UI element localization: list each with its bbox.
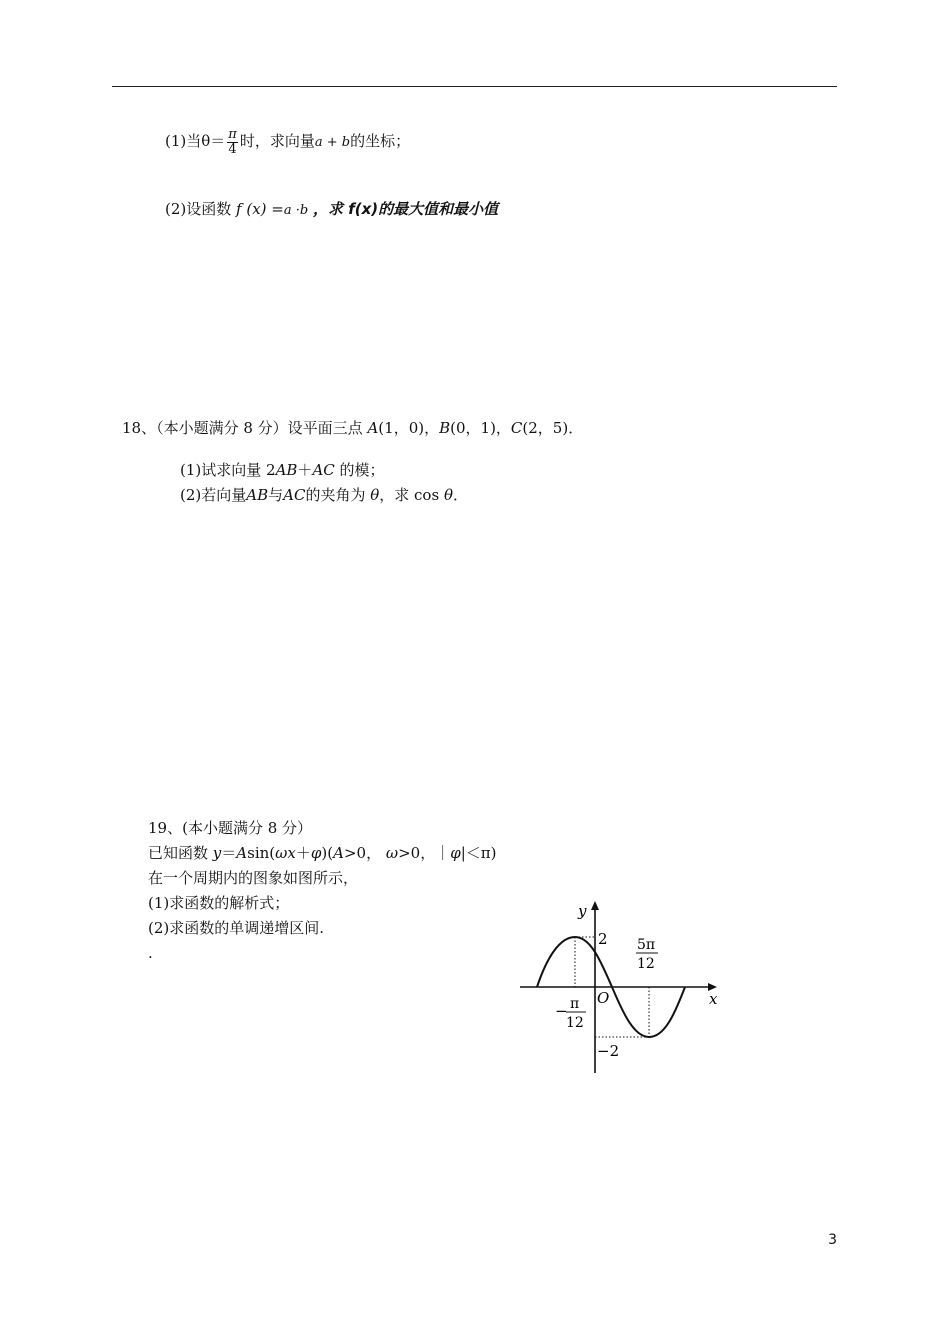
vector-AB: AB	[275, 461, 298, 479]
q18-part2-end: ．	[452, 486, 468, 504]
theta: θ	[443, 486, 453, 504]
vector-AC: AC	[312, 461, 335, 479]
omega: ω	[385, 844, 399, 862]
function-f: f (x) =	[236, 200, 284, 218]
point-A-coords: (1，0)，	[378, 419, 440, 437]
left-tick-minus: −	[555, 1002, 568, 1020]
origin-label: O	[597, 989, 610, 1007]
page-number: 3	[828, 1232, 837, 1248]
y-axis-label: y	[578, 902, 587, 920]
q19-text: 已知函数	[148, 844, 209, 862]
q17-part1	[165, 128, 410, 156]
vector-sum: a + b	[314, 135, 351, 151]
q19-heading: 19、(本小题满分 8 分）	[148, 819, 313, 837]
plus: ＋	[295, 844, 311, 862]
q18-part2-text-2: 的夹角为	[305, 486, 366, 504]
var-A: A	[333, 844, 344, 862]
phi: φ	[450, 844, 461, 862]
left-tick-numerator: π	[570, 996, 580, 1012]
q19-part1: (1)求函数的解析式；	[148, 894, 290, 912]
vector-AC: AC	[283, 486, 306, 504]
dot-product: a ·b	[283, 203, 309, 218]
left-tick-denominator: 12	[566, 1015, 584, 1031]
var-y: y	[212, 844, 222, 862]
fraction-denominator: 4	[228, 141, 237, 157]
right-tick-denominator: 12	[637, 956, 655, 972]
theta: θ	[370, 486, 380, 504]
q17-part1-text: (1)当θ＝	[165, 132, 226, 151]
q18-part2-text: (2)若向量	[180, 486, 247, 504]
q17-part2-bold: ，求 f(x)的最大值和最小值	[312, 200, 499, 218]
fraction-numerator: π	[228, 127, 237, 142]
plus-sign: ＋	[297, 461, 313, 479]
q18-part2-with: 与	[268, 486, 284, 504]
phi: φ	[310, 844, 322, 862]
q17-part2	[165, 198, 498, 219]
pi-over-4-fraction	[227, 128, 238, 156]
q19-function-line	[148, 842, 497, 863]
omega: ω	[275, 844, 288, 862]
q17-part2-text: (2)设函数	[165, 200, 232, 218]
q19-part2: (2)求函数的单调递增区间.	[148, 919, 325, 937]
sin: sin(	[247, 844, 276, 862]
cond-1: >0，	[343, 844, 382, 862]
q18-part2	[180, 484, 468, 505]
q18-heading-text: 18、（本小题满分 8 分）设平面三点	[122, 419, 363, 437]
q18-heading	[122, 417, 583, 438]
equals: ＝	[221, 844, 237, 862]
max-value-label: 2	[598, 930, 608, 948]
x-axis-label: x	[709, 990, 718, 1008]
vector-AB: AB	[246, 486, 269, 504]
y-axis-arrow-icon	[591, 901, 599, 910]
sine-graph	[515, 895, 730, 1080]
point-B: B	[439, 419, 451, 437]
q19-trailing-dot: .	[148, 944, 153, 962]
var-A: A	[236, 844, 248, 862]
var-x: x	[287, 844, 296, 862]
paren: )(	[321, 844, 334, 862]
q17-part1-text-2: 时，求向量	[239, 132, 315, 151]
q17-part1-text-3: 的坐标；	[350, 132, 411, 151]
point-C-coords: (2，5)．	[522, 419, 584, 437]
q18-part1-text: (1)试求向量 2	[180, 461, 276, 479]
q18-part1	[180, 459, 385, 480]
q19-line3: 在一个周期内的图象如图所示，	[148, 869, 359, 887]
right-tick-numerator: 5π	[637, 937, 656, 953]
header-rule	[112, 86, 837, 87]
point-B-coords: (0，1)，	[450, 419, 511, 437]
q18-part2-text-3: ，求 cos	[379, 486, 440, 504]
cond-3: |＜π)	[460, 844, 497, 862]
cond-2: >0，｜	[398, 844, 451, 862]
q18-part1-text-2: 的模；	[334, 461, 385, 479]
point-A: A	[367, 419, 379, 437]
point-C: C	[510, 419, 523, 437]
min-value-label: −2	[597, 1042, 620, 1060]
